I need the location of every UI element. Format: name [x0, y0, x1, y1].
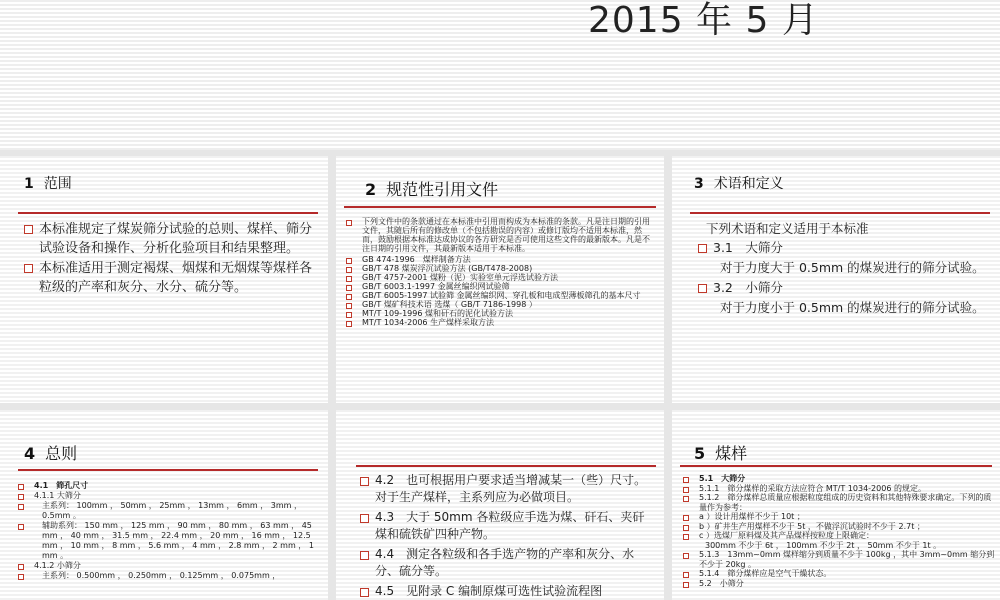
list-item-text: 4.1 筛孔尺寸: [34, 481, 89, 490]
term-definition-text: 对于力度大于 0.5mm 的煤炭进行的筛分试验。: [720, 260, 985, 275]
list-item: [346, 291, 656, 300]
list-item-text: 4.4 测定各粒级和各手选产物的产率和灰分、水分、硫分等。: [375, 547, 635, 578]
square-bullet-icon: [18, 564, 24, 570]
list-item: [683, 550, 995, 569]
square-bullet-icon: [18, 504, 24, 510]
publication-date: 2015 年 5 月: [588, 0, 819, 41]
list-item-text: 辅助系列： 150 mm ， 125 mm ， 90 mm ， 80 mm ， 63 mm ， 45 mm ， 40 mm ， 31.5 mm ， 22.4 mm ， 20 mm ， 16 mm ， 12.5 mm ， 10 mm ， 8 mm ， 5.6 mm ， 4 mm ， 2.8 mm ， 2 mm ， 1 mm 。: [42, 521, 314, 560]
reference-text: GB 474-1996 煤样制备方法: [362, 255, 471, 264]
reference-text: GB/T 4757-2001 煤粉（泥）实验室单元浮选试验方法: [362, 273, 558, 282]
section-number: 1: [24, 176, 34, 192]
list-item: [346, 309, 656, 318]
section-number: 4: [24, 444, 36, 463]
list-item: [360, 472, 655, 506]
list-item-text: c ）选煤厂原料煤及其产品煤样按粒度上限确定：: [699, 531, 874, 540]
section-number: 2: [365, 180, 377, 199]
section-title-general: [24, 441, 77, 464]
reference-text: MT/T 109-1996 煤和矸石的泥化试验方法: [362, 309, 513, 318]
square-bullet-icon: [698, 244, 707, 253]
list-item-text: 5.1.3 13mm~0mm 煤样缩分到质量不少于 100kg ，其中 3mm~0mm 缩分到不少于 20kg 。: [699, 550, 995, 569]
list-item: [346, 318, 656, 327]
square-bullet-icon: [24, 264, 33, 273]
list-item: [683, 522, 995, 532]
square-bullet-icon: [360, 514, 369, 523]
list-item: [346, 282, 656, 291]
square-bullet-icon: [18, 574, 24, 580]
list-item-text: 4.5 见附录 C 编制原煤可选性试验流程图: [375, 584, 603, 598]
reference-text: MT/T 1034-2006 生产煤样采取方法: [362, 318, 495, 327]
list-item: [360, 583, 655, 600]
section-title-text: 范围: [43, 176, 72, 192]
list-item-text: b ）矿井生产用煤样不少于 5t ，不做浮沉试验时不少于 2.7t ；: [699, 521, 925, 531]
section-title-text: 总则: [45, 444, 78, 463]
list-item-text: 5.1 大筛分: [699, 474, 746, 483]
list-item-text: 4.3 大于 50mm 各粒级应手选为煤、矸石、夹矸煤和硫铁矿四种产物。: [375, 510, 645, 541]
section-title-terms: [694, 173, 784, 193]
square-bullet-icon: [683, 487, 689, 493]
list-item-text: 主系列： 0.500mm ， 0.250mm ， 0.125mm ， 0.075mm ，: [42, 571, 281, 580]
square-bullet-icon: [683, 553, 689, 559]
references-intro: 下列文件中的条款通过在本标准中引用而构成为本标准的条款。凡是注日期的引用文件，其随后所有的修改单（不包括勘误的内容）或修订版均不适用本标准，然而，鼓励根据本标准达成协议的各方研究是否可使用这些文件的最新版本。凡是不注日期的引用文件，其最新版本适用于本标准。: [362, 217, 650, 253]
list-item: [360, 546, 655, 580]
list-item-text: 300mm 不少于 6t ， 100mm 不少于 2t ， 50mm 不少于 1t 。: [705, 540, 942, 550]
term-heading-item: [698, 279, 993, 297]
square-bullet-icon: [683, 572, 689, 578]
reference-text: GB/T 478 煤炭浮沉试验方法 (GB/T478-2008): [362, 264, 533, 273]
title-underline: [344, 206, 656, 208]
list-item-text: 4.2 也可根据用户要求适当增减某一（些）尺寸。对于生产煤样，主系列应为必做项目。: [375, 473, 647, 504]
term-heading: 3.1 大筛分: [713, 240, 783, 255]
square-bullet-icon: [346, 303, 352, 309]
square-bullet-icon: [683, 525, 689, 531]
term-definition: [698, 299, 993, 317]
list-item-text: 本标准适用于测定褐煤、烟煤和无烟煤等煤样各粒级的产率和灰分、水分、硫分等。: [39, 261, 313, 295]
list-item: [18, 491, 318, 501]
list-item: [346, 217, 656, 253]
general-list: [18, 481, 318, 581]
title-banner: [0, 0, 1000, 150]
square-bullet-icon: [18, 484, 24, 490]
section-title-text: 术语和定义: [713, 176, 784, 192]
list-item-text: 5.1.4 筛分煤样应是空气干燥状态。: [699, 569, 832, 578]
scope-list: [24, 220, 314, 297]
square-bullet-icon: [683, 534, 689, 540]
list-item: [683, 484, 995, 494]
square-bullet-icon: [18, 524, 24, 530]
list-item-text: 本标准规定了煤炭筛分试验的总则、煤样、筛分试验设备和操作、分析化验项目和结果整理。: [39, 222, 313, 256]
title-underline: [18, 469, 318, 471]
title-underline: [356, 465, 656, 467]
square-bullet-icon: [346, 312, 352, 318]
term-definition: [698, 259, 993, 277]
section-number: 5: [694, 444, 706, 463]
list-item: [18, 501, 318, 521]
list-item: [18, 521, 318, 561]
term-heading-item: [698, 239, 993, 257]
terms-intro: 下列术语和定义适用于本标准: [706, 221, 869, 236]
list-item-text: a ）设计用煤样不少于 10t ；: [699, 512, 805, 521]
list-item: [346, 273, 656, 282]
square-bullet-icon: [346, 321, 352, 327]
square-bullet-icon: [683, 515, 689, 521]
list-item: [24, 259, 314, 297]
list-item: [346, 264, 656, 273]
square-bullet-icon: [360, 551, 369, 560]
section-number: 3: [694, 176, 704, 192]
square-bullet-icon: [24, 225, 33, 234]
square-bullet-icon: [346, 294, 352, 300]
samples-list: [683, 474, 995, 588]
square-bullet-icon: [360, 588, 369, 597]
list-item: [683, 474, 995, 484]
square-bullet-icon: [683, 582, 689, 588]
section-title-references: [365, 177, 498, 200]
general-continued-list: [360, 472, 655, 600]
list-item-text: 4.1.1 大筛分: [34, 491, 81, 500]
terms-content: [698, 220, 993, 317]
reference-text: GB/T 煤矿科技术语 选煤（ GB/T 7186-1998 ）: [362, 300, 537, 309]
list-item-text: 5.1.2 筛分煤样总质量应根据粒度组成的历史资料和其他特殊要求确定。下列的质量作为参考：: [699, 493, 992, 512]
list-item: [18, 561, 318, 571]
square-bullet-icon: [683, 496, 689, 502]
square-bullet-icon: [346, 276, 352, 282]
term-heading: 3.2 小筛分: [713, 280, 783, 295]
reference-text: GB/T 6005-1997 试验筛 金属丝编织网、穿孔板和电成型薄板筛孔的基本尺寸: [362, 291, 641, 300]
list-item: [683, 512, 995, 522]
list-item: [683, 531, 995, 541]
reference-text: GB/T 6003.1-1997 金属丝编织网试验筛: [362, 282, 510, 291]
list-item: [18, 571, 318, 581]
list-item-text: 5.2 小筛分: [699, 578, 744, 588]
square-bullet-icon: [683, 477, 689, 483]
term-definition-text: 对于力度小于 0.5mm 的煤炭进行的筛分试验。: [720, 300, 985, 315]
title-underline: [680, 465, 992, 467]
square-bullet-icon: [698, 284, 707, 293]
list-item: [24, 220, 314, 258]
title-underline: [18, 212, 318, 214]
square-bullet-icon: [346, 267, 352, 273]
section-title-samples: [694, 441, 747, 464]
list-item-continuation: [683, 541, 995, 551]
title-underline: [690, 212, 990, 214]
list-item: [360, 509, 655, 543]
square-bullet-icon: [346, 285, 352, 291]
list-item: [683, 569, 995, 579]
list-item: [18, 481, 318, 491]
list-item: [346, 300, 656, 309]
square-bullet-icon: [360, 477, 369, 486]
list-item-text: 4.1.2 小筛分: [34, 561, 81, 570]
list-item: [683, 579, 995, 589]
list-item: [683, 493, 995, 512]
section-title-scope: [24, 173, 72, 193]
list-item: [346, 255, 656, 264]
square-bullet-icon: [346, 220, 352, 226]
square-bullet-icon: [18, 494, 24, 500]
section-title-text: 煤样: [715, 444, 748, 463]
square-bullet-icon: [346, 258, 352, 264]
references-list: [346, 217, 656, 327]
list-item-text: 主系列： 100mm ， 50mm ， 25mm ， 13mm ， 6mm ， 3mm ， 0.5mm 。: [42, 501, 303, 520]
section-title-text: 规范性引用文件: [386, 180, 499, 199]
list-item-text: 5.1.1 筛分煤样的采取方法应符合 MT/T 1034-2006 的规定。: [699, 483, 926, 493]
